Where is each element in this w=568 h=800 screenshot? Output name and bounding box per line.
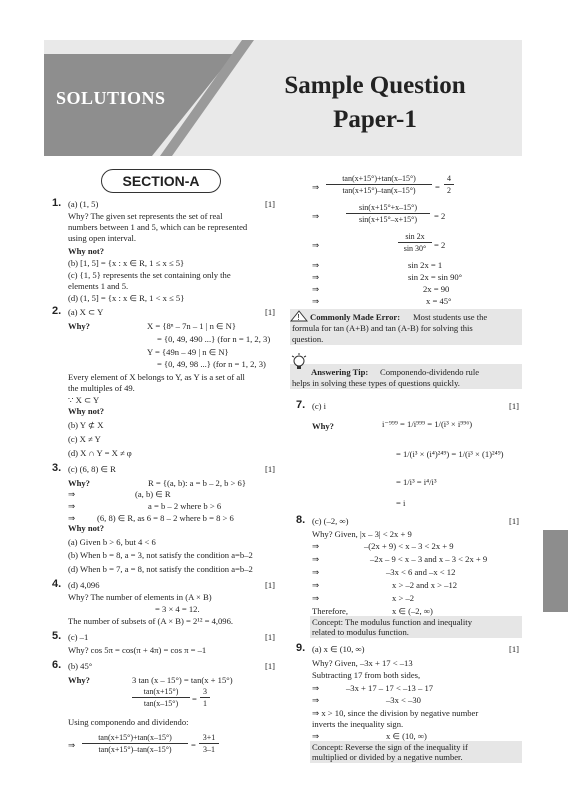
arrow: ⇒ <box>312 731 320 741</box>
equation: –3x < –30 <box>386 695 421 705</box>
arrow: ⇒ <box>312 695 320 705</box>
equation: x ∈ (10, ∞) <box>386 731 427 741</box>
text-line: Why? Given, –3x + 17 < –13 <box>312 658 413 668</box>
fraction: $\frac{4}{2}$ <box>444 174 454 195</box>
fraction: $\frac{\tan(x+15^\circ)+\tan(x-15^\circ)}{\tan(x+15^\circ)-\tan(x-15^\circ)}$ <box>82 733 188 754</box>
svg-text:!: ! <box>297 313 300 322</box>
concept-text: related to modulus function. <box>312 627 409 637</box>
arrow: ⇒ <box>312 541 320 551</box>
text-line: (c) {1, 5} represents the set containing only the <box>68 270 231 280</box>
concept-text: multiplied or divided by a negative number. <box>312 752 463 762</box>
equation: sin 2x = sin 90° <box>408 272 463 282</box>
text-line: Why? cos 5π = cos(π + 4π) = cos π = –1 <box>68 645 207 655</box>
marks: [1] <box>509 516 520 526</box>
text-line: numbers between 1 and 5, which can be represented <box>68 222 248 232</box>
text-line: The number of subsets of (A × B) = 2¹² = 4,096. <box>68 616 234 626</box>
question-number: 1. <box>52 197 62 209</box>
arrow: ⇒ <box>312 284 320 294</box>
tip-label: Answering Tip: <box>311 367 369 377</box>
arrow: ⇒ <box>68 740 76 750</box>
equation: –2x – 9 < x – 3 and x – 3 < 2x + 9 <box>370 554 488 564</box>
answer-option: (a) (1, 5) <box>68 199 99 209</box>
text-line: (d) X ∩ Y = X ≠ φ <box>68 448 132 458</box>
why-label: Why? <box>68 478 90 488</box>
page-title-line2: Paper-1 <box>333 106 417 133</box>
question-number: 5. <box>52 630 62 642</box>
answer-option: (c) –1 <box>68 632 89 642</box>
equation: = {0, 49, 98 ...} (for n = 1, 2, 3) <box>157 359 266 369</box>
marks: [1] <box>265 580 276 590</box>
arrow: ⇒ <box>312 554 320 564</box>
arrow: ⇒ <box>312 240 320 250</box>
marks: [1] <box>265 632 276 642</box>
equation: (a, b) ∈ R <box>135 489 171 499</box>
error-text: Most students use the <box>413 312 488 322</box>
answer-option: (a) x ∈ (10, ∞) <box>312 644 365 654</box>
text-line: Using componendo and dividendo: <box>68 717 189 727</box>
text-line: (d) When b = 7, a = 8, not satisfy the condition a=b–2 <box>68 564 253 574</box>
arrow: ⇒ <box>312 567 320 577</box>
question-number: 9. <box>296 642 306 654</box>
equation: 2x = 90 <box>423 284 450 294</box>
text-line: ⇒ x > 10, since the division by negative number <box>312 708 479 718</box>
equation: = 1/i³ = i⁴/i³ <box>396 477 437 487</box>
equation: X = {8ⁿ – 7n – 1 | n ∈ N} <box>147 321 236 331</box>
why-not-label: Why not? <box>68 406 105 416</box>
lightbulb-icon <box>290 353 308 371</box>
arrow: ⇒ <box>312 272 320 282</box>
text-line: using open interval. <box>68 233 137 243</box>
answer-option: (b) 45° <box>68 661 93 671</box>
text-line: (b) [1, 5] = {x : x ∈ R, 1 ≤ x ≤ 5} <box>68 258 185 268</box>
text-line: Why? The number of elements in (A × B) <box>68 592 212 602</box>
marks: [1] <box>265 307 276 317</box>
warning-icon <box>290 310 308 322</box>
equation: –(2x + 9) < x – 3 < 2x + 9 <box>364 541 454 551</box>
text-line: (b) When b = 8, a = 3, not satisfy the condition a=b–2 <box>68 550 253 560</box>
equation: a = b – 2 where b > 6 <box>148 501 222 511</box>
equation: –3x < 6 and –x < 12 <box>386 567 456 577</box>
error-text: question. <box>292 334 324 344</box>
arrow: ⇒ <box>312 260 320 270</box>
text-line: Why? Given, |x – 3| < 2x + 9 <box>312 529 412 539</box>
equation: i⁻⁹⁹⁹ = 1/i⁹⁹⁹ = 1/(i³ × i⁹⁹⁶) <box>382 419 473 429</box>
marks: [1] <box>265 464 276 474</box>
why-not-label: Why not? <box>68 523 105 533</box>
question-number: 7. <box>296 399 306 411</box>
text-line: Therefore, <box>312 606 349 616</box>
error-label: Commonly Made Error: <box>310 312 401 322</box>
equation: = 3 × 4 = 12. <box>155 604 200 614</box>
tip-text: helps in solving these types of questions quickly. <box>292 378 460 388</box>
page-thumb-tab <box>543 530 568 612</box>
arrow: ⇒ <box>68 489 76 499</box>
fraction: $\frac{3+1}{3-1}$ <box>199 733 219 754</box>
text-line: Subtracting 17 from both sides, <box>312 670 421 680</box>
equation: 3 tan (x – 15°) = tan(x + 15°) <box>132 675 233 685</box>
why-label: Why? <box>68 675 90 685</box>
text-line: inverts the inequality sign. <box>312 719 404 729</box>
fraction: $\frac{\sin(x+15^\circ+x-15^\circ)}{\sin(x+15^\circ-x+15^\circ)}$ <box>346 203 430 224</box>
answer-option: (d) 4,096 <box>68 580 100 590</box>
fraction: $\frac{\sin 2x}{\sin 30^\circ}$ <box>398 232 432 253</box>
answer-option: (c) (6, 8) ∈ R <box>68 464 116 474</box>
question-number: 2. <box>52 305 62 317</box>
section-heading: SECTION-A <box>101 169 221 193</box>
marks: [1] <box>265 199 276 209</box>
equation: (6, 8) ∈ R, as 6 = 8 – 2 where b = 8 > 6 <box>97 513 234 523</box>
answer-option: (a) X ⊂ Y <box>68 307 104 317</box>
error-text: formula for tan (A+B) and tan (A-B) for solving this <box>292 323 473 333</box>
marks: [1] <box>265 661 276 671</box>
concept-text: Concept: The modulus function and inequality <box>312 617 472 627</box>
concept-text: Concept: Reverse the sign of the inequality if <box>312 742 468 752</box>
equation: = i <box>396 498 406 508</box>
equation: –3x + 17 – 17 < –13 – 17 <box>346 683 434 693</box>
equation: x > –2 and x > –12 <box>392 580 458 590</box>
tip-text: Componendo-dividendo rule <box>380 367 480 377</box>
text-line: (b) Y ⊄ X <box>68 420 104 430</box>
answer-option: (c) (–2, ∞) <box>312 516 349 526</box>
equation: = {0, 49, 490 ...} (for n = 1, 2, 3) <box>157 334 271 344</box>
fraction: $\frac{\tan(x+15^\circ)+\tan(x-15^\circ)}{\tan(x+15^\circ)-\tan(x-15^\circ)}$ <box>326 174 432 195</box>
text-line: Why? The given set represents the set of real <box>68 211 223 221</box>
arrow: ⇒ <box>312 211 320 221</box>
equation: sin 2x = 1 <box>408 260 443 270</box>
equation: x = 45° <box>426 296 452 306</box>
text-line: Every element of X belongs to Y, as Y is a set of all <box>68 372 245 382</box>
page-title-line1: Sample Question <box>284 72 466 99</box>
marks: [1] <box>509 644 520 654</box>
fraction: $\frac{3}{1}$ <box>200 687 210 708</box>
why-label: Why? <box>312 421 334 431</box>
question-number: 4. <box>52 578 62 590</box>
text-line: (d) (1, 5] = {x : x ∈ R, 1 < x ≤ 5} <box>68 293 185 303</box>
text-line: elements 1 and 5. <box>68 281 129 291</box>
question-number: 8. <box>296 514 306 526</box>
why-not-label: Why not? <box>68 246 105 256</box>
arrow: ⇒ <box>312 580 320 590</box>
equation: x > –2 <box>392 593 415 603</box>
why-label: Why? <box>68 321 90 331</box>
text-line: (a) Given b > 6, but 4 < 6 <box>68 537 156 547</box>
arrow: ⇒ <box>312 182 320 192</box>
question-number: 3. <box>52 462 62 474</box>
answer-option: (c) i <box>312 401 327 411</box>
arrow: ⇒ <box>68 501 76 511</box>
equation: Y = {49n – 49 | n ∈ N} <box>147 347 229 357</box>
arrow: ⇒ <box>68 513 76 523</box>
arrow: ⇒ <box>312 593 320 603</box>
solutions-label: SOLUTIONS <box>56 88 166 108</box>
marks: [1] <box>509 401 520 411</box>
question-number: 6. <box>52 659 62 671</box>
equation: R = {(a, b): a = b – 2, b > 6} <box>148 478 246 488</box>
fraction: $\frac{\tan(x+15^\circ)}{\tan(x-15^\circ)}$ <box>132 687 190 708</box>
arrow: ⇒ <box>312 296 320 306</box>
text-line: ∵ X ⊂ Y <box>68 395 100 405</box>
text-line: (c) X ≠ Y <box>68 434 101 444</box>
arrow: ⇒ <box>312 683 320 693</box>
text-line: the multiples of 49. <box>68 383 135 393</box>
equation: x ∈ (–2, ∞) <box>392 606 433 616</box>
equation: = 1/(i³ × (i⁴)²⁴⁹) = 1/(i³ × (1)²⁴⁹) <box>396 449 504 459</box>
